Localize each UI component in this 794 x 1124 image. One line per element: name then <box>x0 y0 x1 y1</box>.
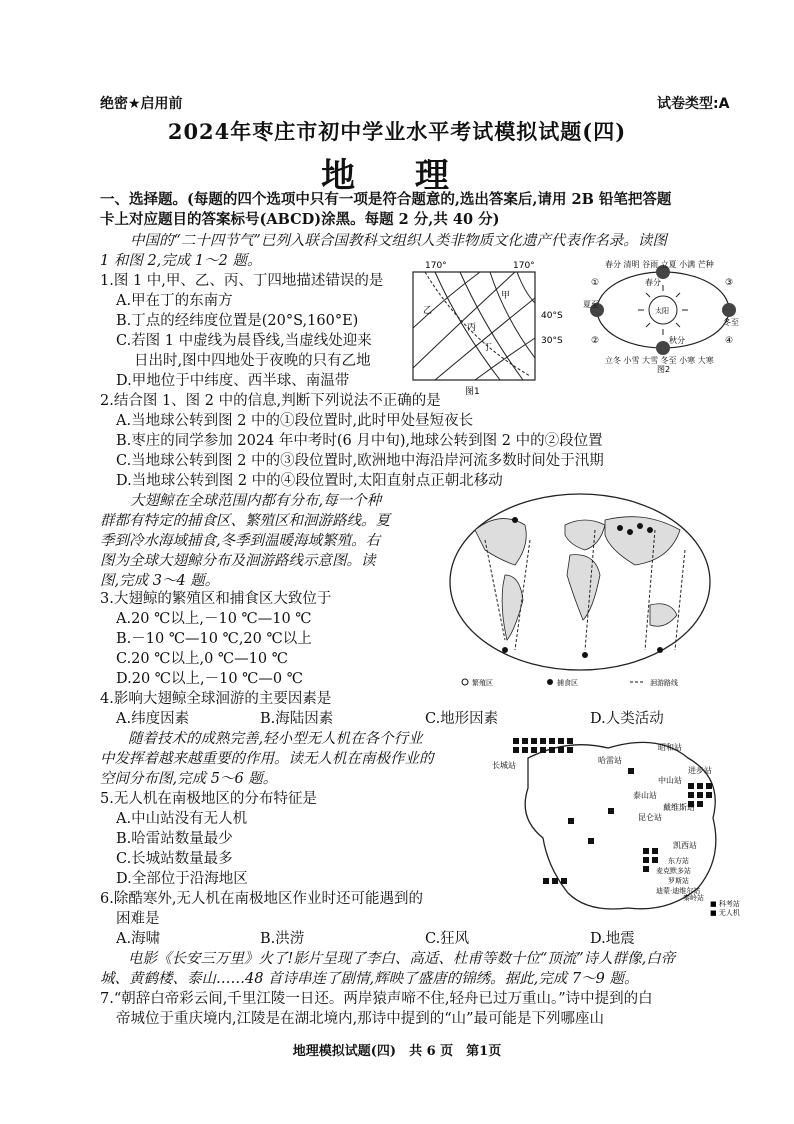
intro4-line1: 电影《长安三万里》火了!影片呈现了李白、高适、杜甫等数十位“顶流”诗人群像,白帝 <box>128 951 676 967</box>
subject-title: 地 理 <box>321 156 473 196</box>
q1-option-c-cont: 日出时,图中四地处于夜晚的只有乙地 <box>134 353 371 369</box>
q4-option-a: A.纬度因素 <box>116 711 190 727</box>
station-hare: 哈雷站 <box>598 756 622 765</box>
paper-type: 试卷类型:A <box>657 96 730 112</box>
intro3-line1: 随着技术的成熟完善,轻小型无人机在各个行业 <box>128 731 423 747</box>
fig1-lat-label-1: 40°S <box>541 311 563 321</box>
intro2-line5: 图,完成 3～4 题。 <box>100 573 220 589</box>
intro1-line2: 1 和图 2,完成 1～2 题。 <box>100 253 262 269</box>
legend-breed-icon <box>462 679 468 685</box>
legend-feed-icon <box>547 679 553 685</box>
fig2-bottom-terms: 立冬 小雪 大雪 冬至 小寒 大寒 <box>605 356 714 365</box>
q6-option-c: C.狂风 <box>425 931 470 947</box>
q7-line1: 7.“朝辞白帝彩云间,千里江陵一日还。两岸猿声啼不住,轻舟已过万重山。”诗中提到的白 <box>100 991 653 1007</box>
fig2-sun-label: 太阳 <box>655 307 669 315</box>
fig2-top-terms: 春分 清明 谷雨 立夏 小满 芒种 <box>605 260 714 269</box>
q4-option-d: D.人类活动 <box>590 711 664 727</box>
whale-distribution-map <box>445 490 715 690</box>
station-zhongshan: 中山站 <box>658 776 682 785</box>
q1-option-d: D.甲地位于中纬度、西半球、南温带 <box>116 373 350 389</box>
legend-drone: ■ 无人机 <box>710 909 740 917</box>
section-instructions-line1: 一、选择题。(每题的四个选项中只有一项是符合题意的,选出答案后,请用 2B 铅笔把答题 <box>100 191 672 208</box>
figure-1-graticule <box>405 258 565 398</box>
fig2-segment-3: ③ <box>725 278 734 288</box>
q2-option-c: C.当地球公转到图 2 中的③段位置时,欧洲地中海沿岸河流多数时间处于汛期 <box>116 453 604 469</box>
q2-stem: 2.结合图 1、图 2 中的信息,判断下列说法不正确的是 <box>100 393 441 409</box>
q6-stem: 6.除酷寒外,无人机在南极地区作业时还可能遇到的 <box>100 891 423 907</box>
fig1-dashed-line <box>425 272 530 376</box>
fig1-point-yi: 乙 <box>423 306 433 316</box>
fig1-lon-label-1: 170° <box>425 261 447 271</box>
q3-option-c: C.20 ℃以上,0 ℃—10 ℃ <box>116 651 288 667</box>
q1-stem: 1.图 1 中,甲、乙、丙、丁四地描述错误的是 <box>100 273 384 289</box>
station-mcmurdo: 麦克默多站 <box>656 867 691 875</box>
q5-option-a: A.中山站没有无人机 <box>116 811 248 827</box>
intro2-line2: 群都有特定的捕食区、繁殖区和洄游路线。夏 <box>100 513 390 529</box>
section-instructions-line2: 卡上对应题目的答案标号(ABCD)涂黑。每题 2 分,共 40 分) <box>100 211 500 228</box>
legend-breed: 繁殖区 <box>472 679 493 687</box>
antarctica-drone-map <box>488 728 750 918</box>
fig2-segment-4: ④ <box>725 336 734 346</box>
q3-option-b: B.－10 ℃—10 ℃,20 ℃以上 <box>116 631 312 647</box>
station-zhaohe: 昭和站 <box>658 743 682 752</box>
q1-option-a: A.甲在丁的东南方 <box>116 293 233 309</box>
station-changcheng: 长城站 <box>492 761 516 770</box>
fig1-lat-label-2: 30°S <box>541 336 563 346</box>
fig1-point-jia: 甲 <box>501 291 511 301</box>
q6-option-d: D.地震 <box>590 931 635 947</box>
fig1-point-ding: 丁 <box>483 343 493 353</box>
page-footer: 地理模拟试题(四) 共 6 页 第1页 <box>292 1044 502 1059</box>
legend-feed: 捕食区 <box>557 679 578 687</box>
fig2-solstice-winter: 冬至 <box>723 318 739 327</box>
intro2-line3: 季到冷水海域捕食,冬季到温暖海域繁殖。右 <box>100 533 381 549</box>
exam-title: 2024年枣庄市初中学业水平考试模拟试题(四) <box>167 119 627 144</box>
q5-option-d: D.全部位于沿海地区 <box>116 871 248 887</box>
intro1-line1: 中国的“二十四节气”已列入联合国教科文组织人类非物质文化遗产代表作名录。读图 <box>130 233 667 249</box>
station-taishan: 泰山站 <box>633 791 657 800</box>
q6-option-b: B.洪涝 <box>260 931 305 947</box>
q7-line2: 帝城位于重庆境内,江陵是在湖北境内,那诗中提到的“山”最可能是下列哪座山 <box>116 1011 605 1027</box>
q5-option-b: B.哈雷站数量最少 <box>116 831 233 847</box>
station-qinling: 秦岭站 <box>683 894 704 902</box>
q2-option-d: D.当地球公转到图 2 中的④段位置时,太阳直射点正朝北移动 <box>116 473 503 489</box>
intro2-line4: 图为全球大翅鲸分布及洄游路线示意图。读 <box>100 553 376 569</box>
q1-option-c: C.若图 1 中虚线为晨昏线,当虚线处迎来 <box>116 333 372 349</box>
fig2-segment-2: ② <box>591 336 600 346</box>
legend-station: ■ 科考站 <box>710 900 740 908</box>
fig2-equinox-autumn: 秋分 <box>669 336 685 345</box>
q6-stem-cont: 困难是 <box>116 911 160 927</box>
q6-option-a: A.海啸 <box>116 931 161 947</box>
intro3-line3: 空间分布图,完成 5～6 题。 <box>100 771 278 787</box>
q1-option-b: B.丁点的经纬度位置是(20°S,160°E) <box>116 313 359 329</box>
fig1-lon-label-2: 170° <box>513 261 535 271</box>
intro4-line2: 城、黄鹤楼、泰山……48 首诗串连了剧情,辉映了盛唐的锦绣。据此,完成 7～9 题。 <box>100 971 639 987</box>
station-luosi: 罗斯站 <box>668 877 689 885</box>
station-dumont: 迪蒙·迪维尔站 <box>656 887 701 895</box>
q5-stem: 5.无人机在南极地区的分布特征是 <box>100 791 317 807</box>
fig2-earth-right <box>722 303 736 317</box>
intro3-line2: 中发挥着越来越重要的作用。读无人机在南极作业的 <box>100 751 434 767</box>
station-jinbu: 进步站 <box>688 766 712 775</box>
fig2-segment-1: ① <box>591 278 600 288</box>
figure-2-orbit <box>583 255 743 373</box>
q3-stem: 3.大翅鲸的繁殖区和捕食区大致位于 <box>100 591 332 607</box>
intro2-line1: 大翅鲸在全球范围内都有分布,每一个种 <box>130 493 382 509</box>
station-kaixi: 凯西站 <box>673 841 697 850</box>
station-kunlun: 昆仑站 <box>638 813 662 822</box>
fig2-equinox-spring: 春分 <box>645 278 661 287</box>
station-dongfang: 东方站 <box>668 857 689 865</box>
q4-stem: 4.影响大翅鲸全球洄游的主要因素是 <box>100 691 332 707</box>
fig1-caption: 图1 <box>465 387 480 397</box>
q5-option-c: C.长城站数量最多 <box>116 851 233 867</box>
fig2-solstice-summer: 夏至 <box>583 300 599 309</box>
legend-route: 洄游路线 <box>650 679 678 687</box>
q2-option-a: A.当地球公转到图 2 中的①段位置时,此时甲处昼短夜长 <box>116 413 474 429</box>
fig1-point-bing: 丙 <box>467 323 477 333</box>
q2-option-b: B.枣庄的同学参加 2024 年中考时(6 月中旬),地球公转到图 2 中的②段位置 <box>116 433 603 449</box>
q4-option-b: B.海陆因素 <box>260 711 334 727</box>
station-daiwei: 戴维斯站 <box>663 803 695 812</box>
fig2-earth-bottom <box>656 341 670 355</box>
q4-option-c: C.地形因素 <box>425 711 499 727</box>
fig2-caption: 图2 <box>657 365 671 373</box>
q3-option-a: A.20 ℃以上,－10 ℃—10 ℃ <box>116 611 312 627</box>
q3-option-d: D.20 ℃以上,－10 ℃—0 ℃ <box>116 671 303 687</box>
confidential-mark: 绝密★启用前 <box>100 96 183 112</box>
